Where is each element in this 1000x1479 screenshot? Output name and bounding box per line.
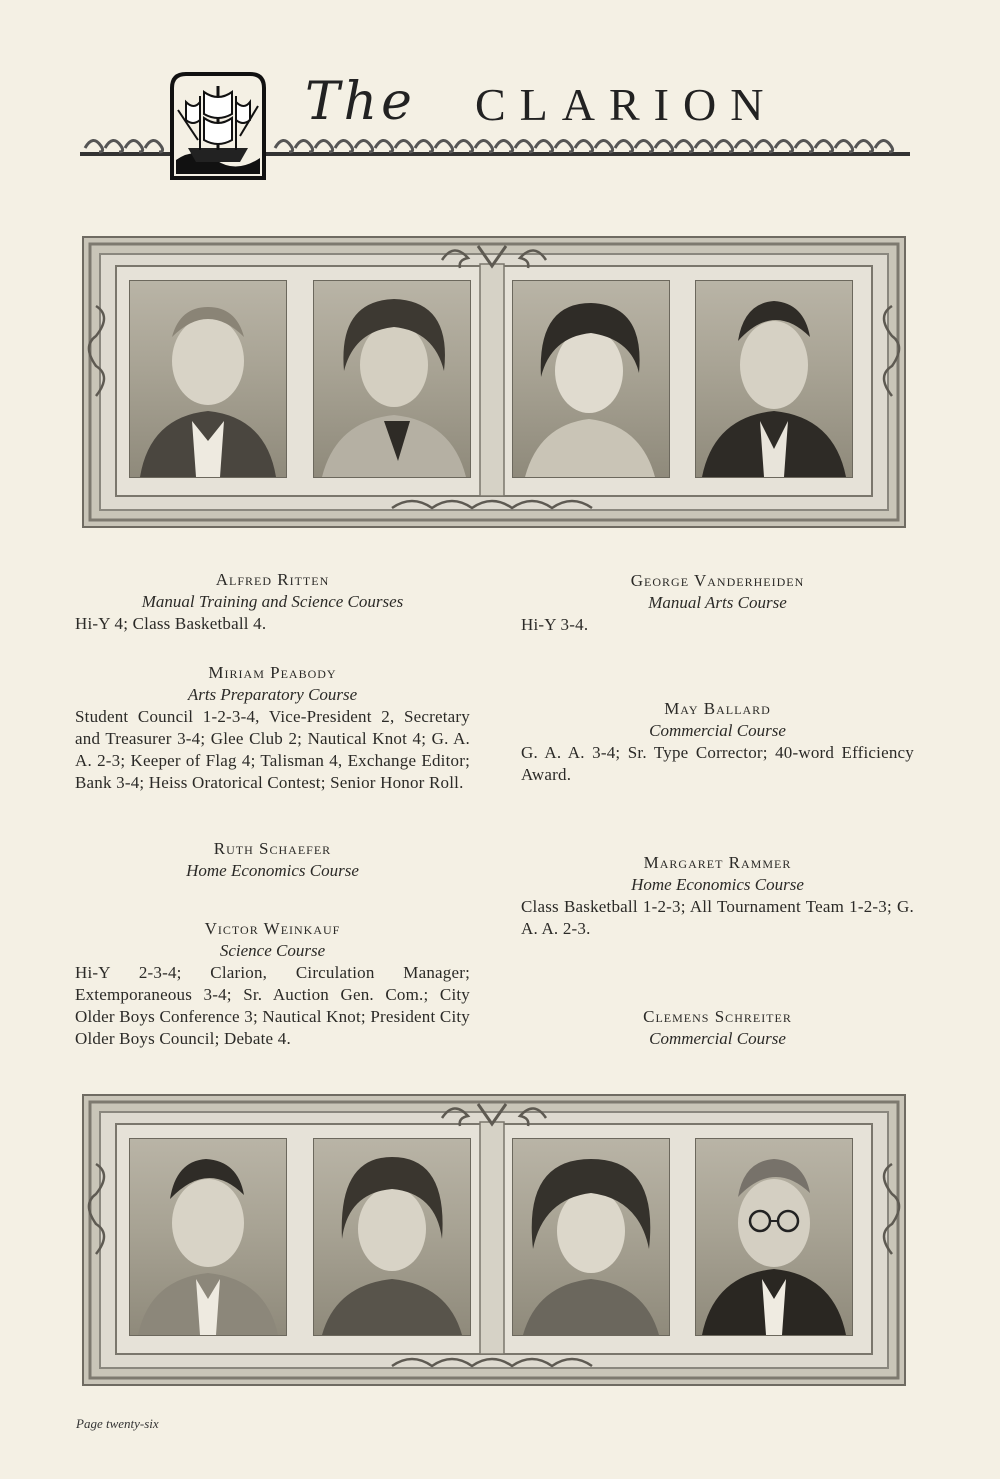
student-activities: Hi-Y 2-3-4; Clarion, Circulation Manager; Extemporaneous 3-4; Sr. Auction Gen. Com.; City Older Boys Conference 3; Nautical Knot; President City Older Boys Council; Debate 4. — [75, 963, 470, 1048]
entry-clemens-schreiter — [521, 1006, 914, 1050]
portrait-photo — [512, 280, 670, 478]
title-the: The — [305, 72, 416, 132]
title-clarion: CLARION — [475, 79, 778, 130]
entry-ruth-schaefer — [75, 838, 470, 882]
student-activities: Hi-Y 4; Class Basketball 4. — [75, 614, 267, 633]
ship-emblem-icon — [168, 70, 268, 180]
student-course: Commercial Course — [649, 1029, 786, 1048]
student-name: George Vanderheiden — [630, 571, 805, 590]
student-course: Science Course — [219, 941, 326, 960]
student-activities: Class Basketball 1-2-3; All Tournament Team 1-2-3; G. A. A. 2-3. — [521, 897, 914, 938]
student-name: Clemens Schreiter — [643, 1007, 792, 1026]
portrait-photo — [313, 1138, 471, 1336]
student-activities: Student Council 1-2-3-4, Vice-President 2, Secretary and Treasurer 3-4; Glee Club 2; Nautical Knot 4; G. A. A. 2-3; Keeper of Flag 4; Talisman 4, Exchange Editor; Bank 3-4; Heiss Oratorical Contest; Senior Honor Roll. — [75, 707, 470, 792]
entry-alfred-ritten — [75, 569, 470, 635]
entry-miriam-peabody — [75, 662, 470, 794]
student-course: Manual Arts Course — [648, 593, 787, 612]
student-name: Alfred Ritten — [215, 570, 330, 589]
entry-margaret-rammer — [521, 852, 914, 940]
portrait-photo — [512, 1138, 670, 1336]
student-course: Arts Preparatory Course — [187, 685, 358, 704]
portrait-photo — [695, 1138, 853, 1336]
student-name: Ruth Schaefer — [213, 839, 332, 858]
entry-george-vanderheiden — [521, 570, 914, 636]
student-course: Manual Training and Science Courses — [141, 592, 404, 611]
student-activities: G. A. A. 3-4; Sr. Type Corrector; 40-word Efficiency Award. — [521, 743, 914, 784]
entry-victor-weinkauf — [75, 918, 470, 1050]
photo-panel-bottom — [82, 1094, 906, 1386]
student-course: Home Economics Course — [631, 875, 804, 894]
portrait-photo — [129, 280, 287, 478]
portrait-photo — [313, 280, 471, 478]
student-course: Home Economics Course — [186, 861, 359, 880]
page-number: Page twenty-six — [76, 1416, 159, 1431]
student-name: May Ballard — [664, 699, 771, 718]
page-header — [80, 60, 910, 180]
student-name: Victor Weinkauf — [204, 919, 341, 938]
student-name: Margaret Rammer — [643, 853, 792, 872]
photo-panel-top — [82, 236, 906, 528]
student-course: Commercial Course — [649, 721, 786, 740]
portrait-photo — [129, 1138, 287, 1336]
portrait-photo — [695, 280, 853, 478]
student-name: Miriam Peabody — [208, 663, 337, 682]
entry-may-ballard — [521, 698, 914, 786]
student-activities: Hi-Y 3-4. — [521, 615, 589, 634]
